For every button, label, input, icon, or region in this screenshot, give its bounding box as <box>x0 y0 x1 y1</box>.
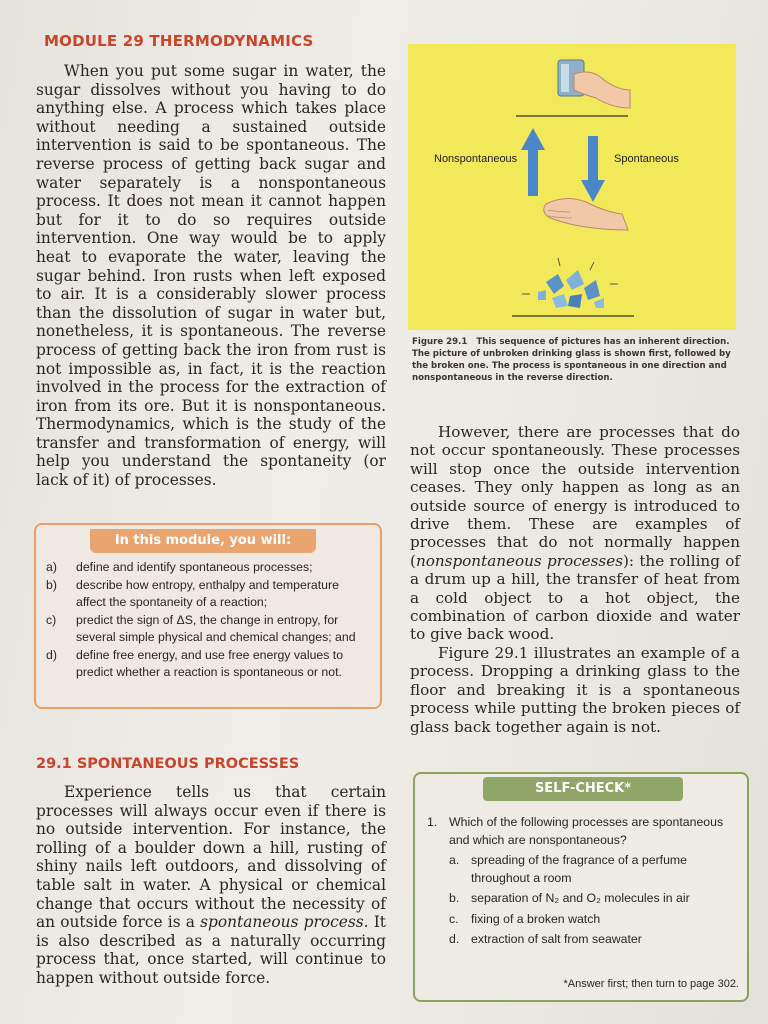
figure-illustration <box>408 44 736 330</box>
right-paragraph-2: Figure 29.1 illustrates an example of a process. Dropping a drinking glass to the floor and breaking it is a spontaneous process while putting the broken pieces of glass back together again is not. <box>410 643 740 736</box>
section-emphasis: spontaneous process. <box>200 913 369 932</box>
objective-item <box>46 559 372 576</box>
intro-column <box>36 62 386 490</box>
right-paragraph-1 <box>410 423 740 644</box>
question-number: 1. <box>427 815 438 829</box>
objective-item <box>46 647 372 681</box>
objective-letter: a) <box>46 560 57 574</box>
selfcheck-note: *Answer first; then turn to page 302. <box>563 978 739 990</box>
hand-holding-glass-icon <box>558 60 630 108</box>
objective-text: describe how entropy, enthalpy and temperature affect the spontaneity of a reaction; <box>76 578 339 609</box>
selfcheck-title: SELF-CHECK* <box>483 777 683 801</box>
section-title: 29.1 SPONTANEOUS PROCESSES <box>36 756 300 772</box>
option-text: fixing of a broken watch <box>471 911 601 926</box>
selfcheck-body <box>427 814 737 949</box>
objectives-box <box>34 523 382 709</box>
option-letter: b. <box>449 891 460 905</box>
section-column <box>36 783 386 988</box>
option-letter: c. <box>449 911 459 926</box>
objective-text: predict the sign of ΔS, the change in entropy, for several simple physical and chemical changes; and <box>76 613 356 644</box>
module-header: MODULE 29 THERMODYNAMICS <box>44 32 314 50</box>
intro-paragraph: When you put some sugar in water, the sugar dissolves without you having to do anything else. A process which takes place without needing a sustained outside intervention is said to be spontaneous. The reverse process of getting back sugar and water separately is a nonspontaneous process. It does not mean it cannot happen but for it to do so requires outside intervention. One way would be to apply heat to evaporate the water, leaving the sugar behind. Iron rusts when left exposed to air. It is a considerably slower process than the dissolution of sugar in water but, nonetheless, it is spontaneous. The reverse process of getting back the iron from rust is not impossible as, in fact, it is the reaction involved in the process for the extraction of iron from its ore. But it is nonspontaneous. Thermodynamics, which is the study of the transfer and transformation of energy, will help you understand the spontaneity (or lack of it) of processes. <box>36 62 386 490</box>
right-text-2: ): the rolling of a drum up a hill, the transfer of heat from a cold object to a hot object, the combination of carbon dioxide and water to give back wood. <box>410 551 740 644</box>
up-arrow-icon <box>521 128 545 196</box>
objectives-title: In this module, you will: <box>90 529 316 553</box>
selfcheck-question <box>427 814 737 849</box>
caption-label: Figure 29.1 <box>412 337 468 347</box>
selfcheck-option <box>449 911 737 929</box>
selfcheck-option <box>449 852 737 887</box>
option-text: extraction of salt from seawater <box>471 932 642 946</box>
option-text: spreading of the fragrance of a perfume throughout a room <box>471 853 688 885</box>
option-letter: d. <box>449 932 460 946</box>
caption-text: This sequence of pictures has an inherent direction. The picture of unbroken drinking glass is shown first, followed by the broken one. The process is spontaneous in one direction and nonspontaneous in the reverse direction. <box>412 337 731 383</box>
spontaneous-label: Spontaneous <box>614 153 679 165</box>
right-column <box>410 423 740 736</box>
open-hand-icon <box>544 198 628 230</box>
objectives-list <box>46 559 372 682</box>
option-letter: a. <box>449 853 460 867</box>
section-paragraph <box>36 783 386 988</box>
broken-glass-icon <box>522 258 618 308</box>
section-text-1: Experience tells us that certain processes will always occur even if there is no outside intervention. For instance, the rolling of a boulder down a hill, rusting of shiny nails left outdoors, and dissolving of table salt in water. A physical or chemical change that occurs without the necessity of an outside force is a <box>36 783 386 932</box>
objective-item <box>46 612 372 646</box>
option-text: separation of N₂ and O₂ molecules in air <box>471 891 690 905</box>
nonspontaneous-label: Nonspontaneous <box>434 153 518 165</box>
right-text-1: However, there are processes that do not occur spontaneously. These processes will stop once the outside intervention ceases. They only happen as long as an outside source of energy is introduced to drive them. These are examples of processes that do not normally happen ( <box>410 423 740 570</box>
figure-caption <box>412 336 738 384</box>
objective-text: define free energy, and use free energy values to predict whether a reaction is spontaneous or not. <box>76 648 344 679</box>
objective-letter: d) <box>46 648 57 662</box>
down-arrow-icon <box>581 136 605 202</box>
selfcheck-option <box>449 890 737 908</box>
question-text: Which of the following processes are spontaneous and which are nonspontaneous? <box>449 815 724 847</box>
objective-letter: c) <box>46 613 57 627</box>
selfcheck-option <box>449 931 737 949</box>
right-emphasis: nonspontaneous processes <box>415 551 623 570</box>
objective-letter: b) <box>46 578 57 592</box>
section-text-2: It is also described as a naturally occurring process that, once started, will continue to happen without outside force. <box>36 913 386 987</box>
objective-text: define and identify spontaneous processes; <box>76 560 313 574</box>
objective-item <box>46 577 372 611</box>
figure-29-1 <box>408 44 736 330</box>
selfcheck-box <box>413 772 749 1002</box>
